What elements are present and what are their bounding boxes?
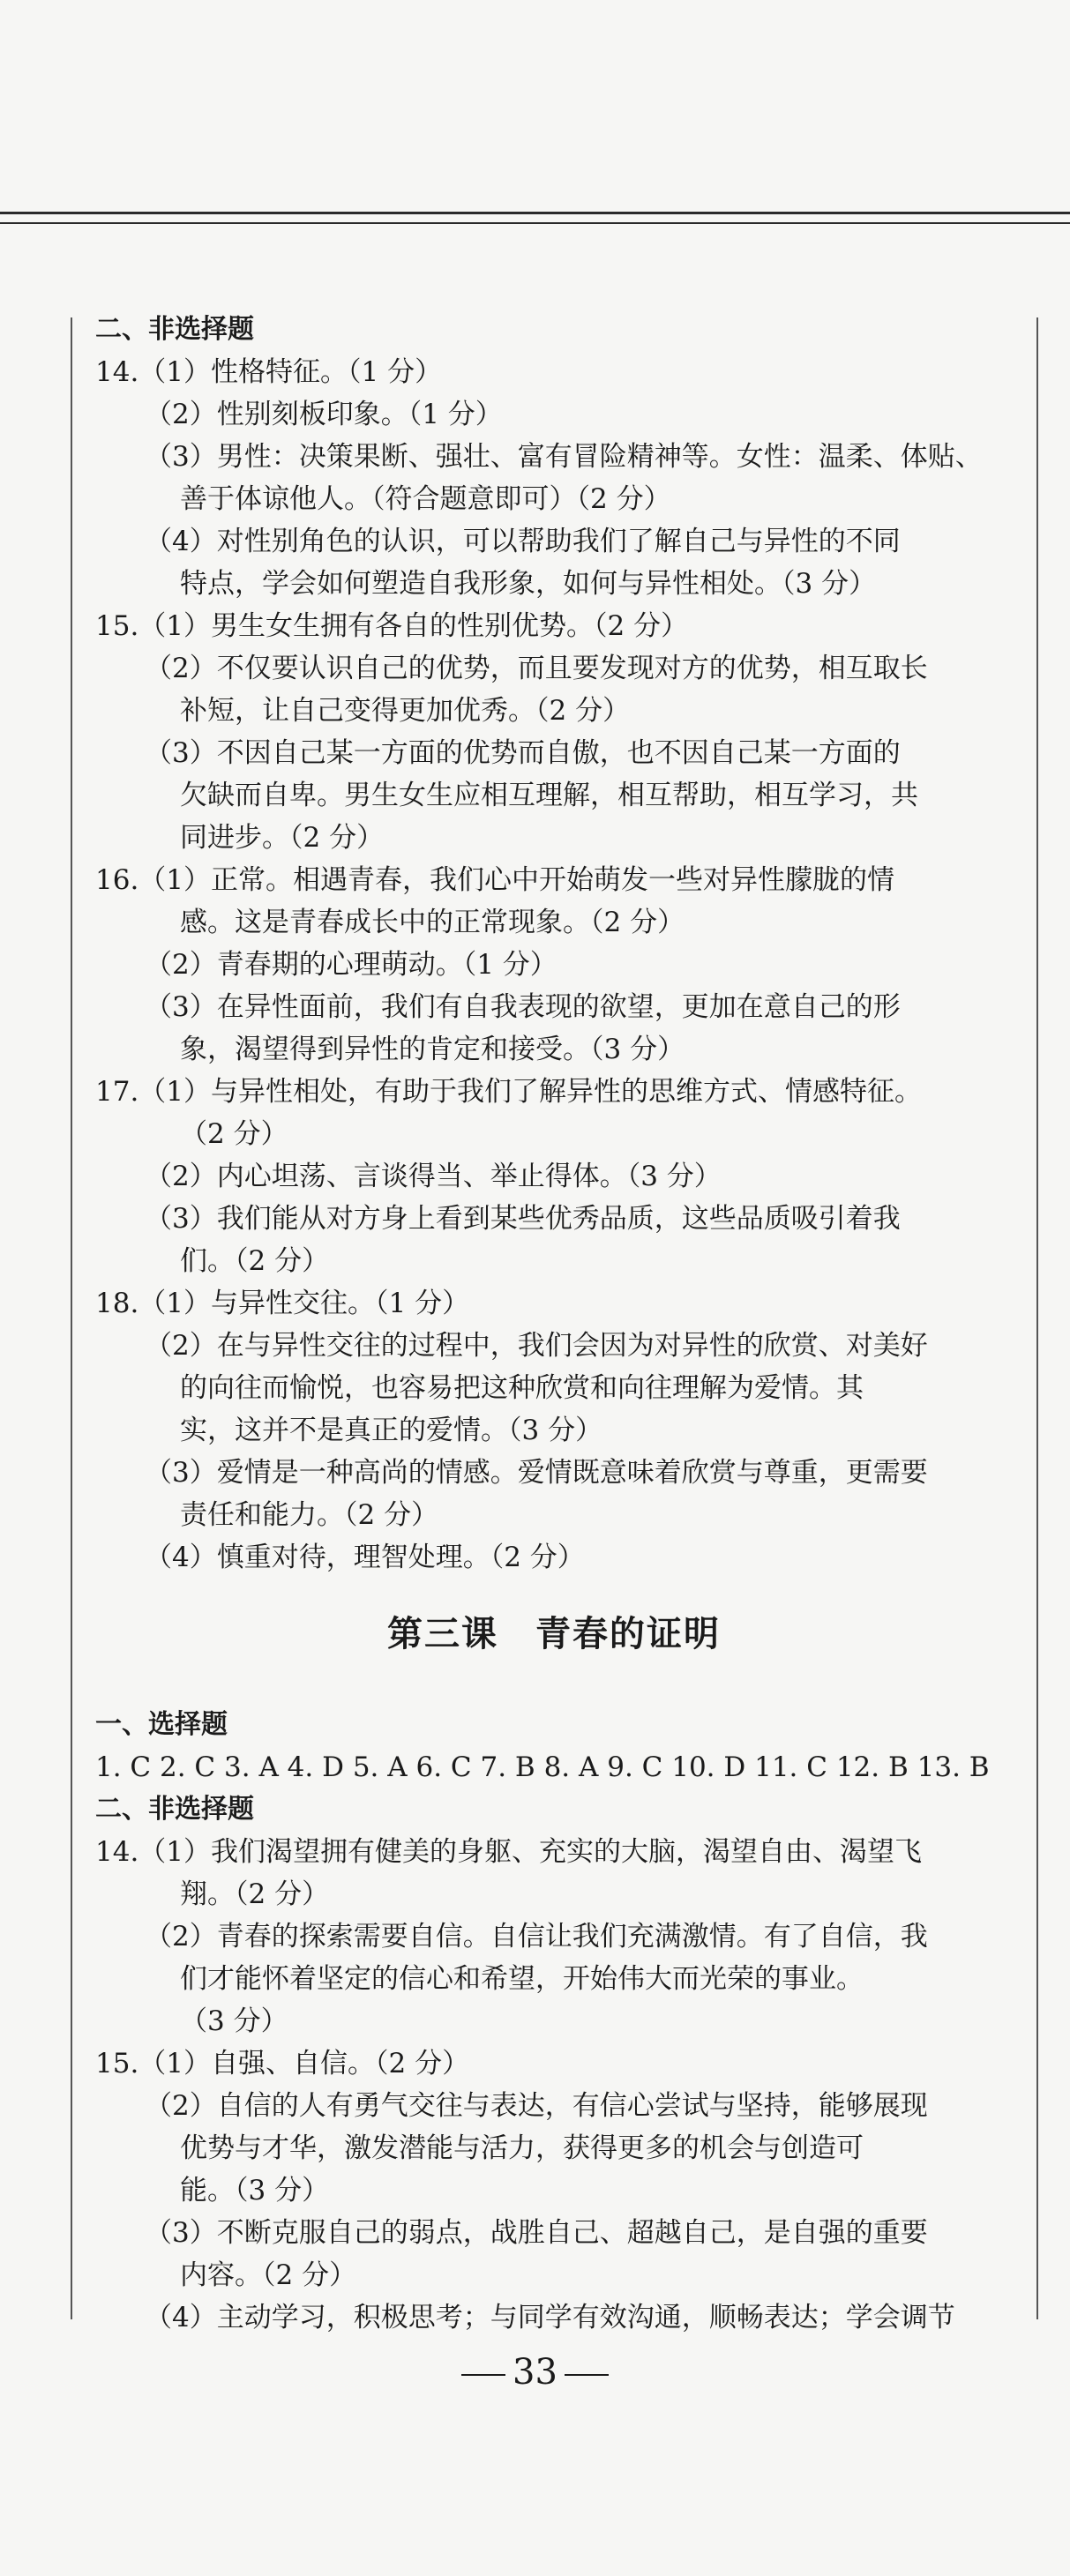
answer-line: 责任和能力。（2 分） (180, 1499, 439, 1531)
question-14 (95, 351, 1013, 605)
right-margin-line (1036, 317, 1038, 2319)
section-heading-nonchoice: 二、非选择题 (95, 314, 254, 345)
lesson3-question-15 (95, 2042, 1013, 2339)
question-15 (95, 605, 1013, 859)
multiple-choice-answers: 1. C 2. C 3. A 4. D 5. A 6. C 7. B 8. A 9. C 10. D 11. C 12. B 13. B (95, 1751, 990, 1783)
answer-line: 16.（1）正常。相遇青春，我们心中开始萌发一些对异性朦胧的情 (95, 864, 895, 896)
answer-line: （2 分） (180, 1118, 288, 1150)
answer-line: （4）对性别角色的认识，可以帮助我们了解自己与异性的不同 (145, 526, 901, 557)
answer-line: 实，这并不是真正的爱情。（3 分） (180, 1415, 603, 1446)
answer-content (95, 309, 1013, 2339)
answer-line: 补短，让自己变得更加优秀。（2 分） (180, 695, 631, 727)
answer-line: 14.（1）我们渴望拥有健美的身躯、充实的大脑，渴望自由、渴望飞 (95, 1836, 923, 1868)
page-number-dash-right (565, 2374, 609, 2376)
lesson3-question-14 (95, 1831, 1013, 2042)
answer-line: （2）自信的人有勇气交往与表达，有信心尝试与坚持，能够展现 (145, 2090, 928, 2122)
lesson-title: 第三课 青春的证明 (387, 1614, 721, 1654)
answer-line: 15.（1）自强、自信。（2 分） (95, 2048, 470, 2079)
answer-line: 们才能怀着坚定的信心和希望，开始伟大而光荣的事业。 (180, 1963, 864, 1995)
answer-line: 善于体谅他人。（符合题意即可）（2 分） (180, 483, 671, 515)
header-rule-thin (0, 222, 1070, 224)
answer-line: 象，渴望得到异性的肯定和接受。（3 分） (180, 1034, 685, 1065)
answer-line: （2）青春期的心理萌动。（1 分） (145, 949, 557, 981)
answer-line: 特点，学会如何塑造自我形象，如何与异性相处。（3 分） (180, 568, 877, 600)
answer-line: 优势与才华，激发潜能与活力，获得更多的机会与创造可 (180, 2132, 864, 2164)
answer-line: （2）性别刻板印象。（1 分） (145, 399, 503, 430)
answer-line: 15.（1）男生女生拥有各自的性别优势。（2 分） (95, 610, 689, 642)
question-18 (95, 1282, 1013, 1579)
answer-line: （2）内心坦荡、言谈得当、举止得体。（3 分） (145, 1161, 722, 1192)
answer-line: （4）慎重对待，理智处理。（2 分） (145, 1542, 585, 1573)
answer-line: 们。（2 分） (180, 1245, 330, 1277)
left-margin-line (71, 317, 72, 2319)
answer-line: （3 分） (180, 2005, 288, 2037)
answer-line: （2）青春的探索需要自信。自信让我们充满激情。有了自信，我 (145, 1921, 928, 1953)
answer-line: 同进步。（2 分） (180, 822, 385, 854)
answer-line: （3）不断克服自己的弱点，战胜自己、超越自己，是自强的重要 (145, 2217, 928, 2249)
answer-line: 的向往而愉悦，也容易把这种欣赏和向往理解为爱情。其 (180, 1372, 864, 1404)
answer-line: 翔。（2 分） (180, 1878, 330, 1910)
section-heading-nonchoice-2: 二、非选择题 (95, 1794, 254, 1825)
page-number (0, 2346, 1070, 2399)
answer-line: 内容。（2 分） (180, 2259, 357, 2291)
answer-line: 17.（1）与异性相处，有助于我们了解异性的思维方式、情感特征。 (95, 1076, 923, 1108)
answer-line: （3）我们能从对方身上看到某些优秀品质，这些品质吸引着我 (145, 1203, 901, 1235)
question-17 (95, 1071, 1013, 1282)
answer-line: 能。（3 分） (180, 2175, 330, 2206)
page-number-dash-left (461, 2374, 505, 2376)
answer-line: （3）不因自己某一方面的优势而自傲，也不因自己某一方面的 (145, 737, 901, 769)
answer-line: 欠缺而自卑。男生女生应相互理解，相互帮助，相互学习，共 (180, 780, 918, 811)
answer-line: （3）在异性面前，我们有自我表现的欲望，更加在意自己的形 (145, 991, 901, 1023)
answer-line: （3）男性：决策果断、强壮、富有冒险精神等。女性：温柔、体贴、 (145, 441, 983, 473)
page-number-value: 33 (513, 2352, 557, 2393)
answer-line: （2）不仅要认识自己的优势，而且要发现对方的优势，相互取长 (145, 653, 928, 684)
header-rule-thick (0, 212, 1070, 214)
answer-line: 感。这是青春成长中的正常现象。（2 分） (180, 907, 685, 938)
answer-line: 18.（1）与异性交往。（1 分） (95, 1288, 470, 1319)
answer-line: （2）在与异性交往的过程中，我们会因为对异性的欣赏、对美好 (145, 1330, 928, 1362)
question-16 (95, 859, 1013, 1071)
answer-line: （4）主动学习，积极思考；与同学有效沟通，顺畅表达；学会调节 (145, 2302, 955, 2333)
answer-line: （3）爱情是一种高尚的情感。爱情既意味着欣赏与尊重，更需要 (145, 1457, 928, 1489)
answer-line: 14.（1）性格特征。（1 分） (95, 356, 443, 388)
section-heading-choice: 一、选择题 (95, 1709, 228, 1740)
